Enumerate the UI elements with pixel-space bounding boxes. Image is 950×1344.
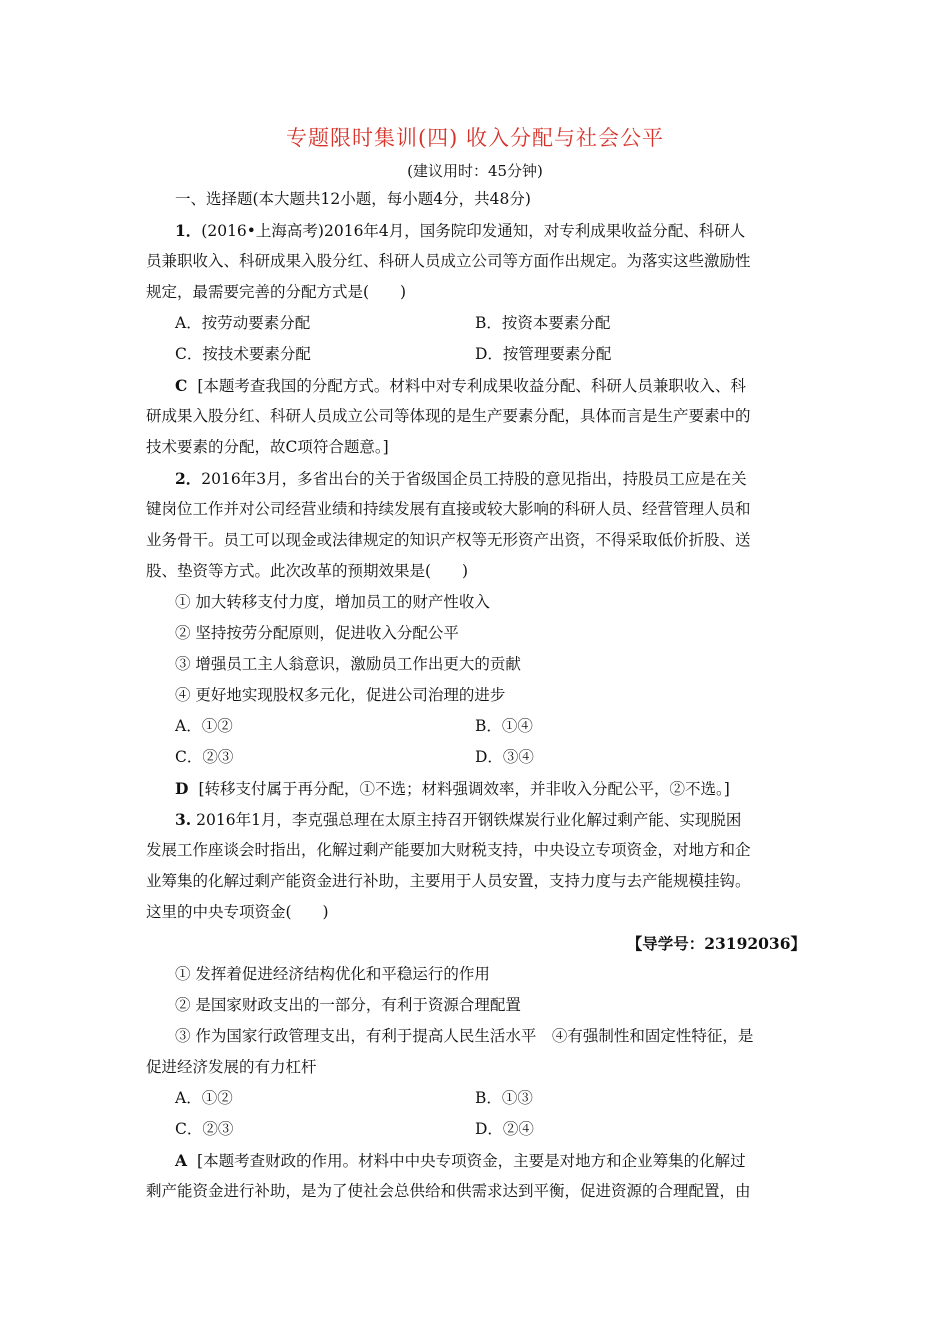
section-heading: 一、选择题(本大题共12小题，每小题4分，共48分)	[175, 190, 531, 208]
q3-explanation-text: [本题考查财政的作用。材料中中央专项资金，主要是对地方和企业筹集的化解过	[197, 1152, 746, 1170]
question-content	[146, 184, 806, 1207]
q3-statement-2: ② 是国家财政支出的一部分，有利于资源合理配置	[175, 996, 521, 1014]
q3-options	[146, 1083, 806, 1114]
q2-line: 股、垫资等方式。此次改革的预期效果是( )	[146, 562, 469, 580]
q2-number: 2．	[175, 469, 202, 488]
q1-option-d: D．按管理要素分配	[475, 345, 612, 363]
q1-explanation	[146, 370, 806, 401]
q3-statement-3-cont: 促进经济发展的有力杠杆	[146, 1058, 317, 1076]
q3-statement-3: ③ 作为国家行政管理支出，有利于提高人民生活水平 ④有强制性和固定性特征，是	[175, 1027, 754, 1045]
q2-line: 键岗位工作并对公司经营业绩和持续发展有直接或较大影响的科研人员、经营管理人员和	[146, 500, 751, 518]
q2-option-a: A．①②	[175, 717, 233, 735]
q3-explanation	[146, 1145, 806, 1176]
q2-option-c: C．②③	[175, 748, 234, 766]
q1-option-c: C．按技术要素分配	[175, 345, 311, 363]
q1-option-b: B．按资本要素分配	[475, 314, 611, 332]
q2-options	[146, 711, 806, 742]
q2-explanation-text: [转移支付属于再分配，①不选；材料强调效率，并非收入分配公平，②不选。]	[198, 780, 730, 798]
q1-options	[146, 308, 806, 339]
q3-option-d: D．②④	[475, 1120, 534, 1138]
q1-line: 规定，最需要完善的分配方式是( )	[146, 283, 407, 301]
q1-explanation-line: 研成果入股分红、科研人员成立公司等体现的是生产要素分配，具体而言是生产要素中的	[146, 407, 751, 425]
q2-answer: D	[175, 779, 189, 798]
q1-line: 员兼职收入、科研成果入股分红、科研人员成立公司等方面作出规定。为落实这些激励性	[146, 252, 751, 270]
q3-answer: A	[175, 1151, 188, 1170]
q3-explanation-line: 剩产能资金进行补助，是为了使社会总供给和供需求达到平衡，促进资源的合理配置，由	[146, 1182, 751, 1200]
q2-line	[146, 463, 806, 494]
q1-option-a: A．按劳动要素分配	[175, 314, 311, 332]
q3-line: 这里的中央专项资金( )	[146, 903, 329, 921]
q3-number: 3.	[175, 810, 192, 829]
page-title: 专题限时集训(四) 收入分配与社会公平	[285, 126, 665, 150]
time-note: (建议用时：45分钟)	[407, 162, 543, 180]
guide-number: 【导学号：23192036】	[626, 934, 806, 953]
q2-statement-4: ④ 更好地实现股权多元化，促进公司治理的进步	[175, 686, 506, 704]
q1-number: 1．	[175, 221, 202, 240]
q2-option-b: B．①④	[475, 717, 533, 735]
q1-text: (2016•上海高考)2016年4月，国务院印发通知，对专利成果收益分配、科研人	[201, 222, 746, 240]
q2-option-d: D．③④	[475, 748, 534, 766]
q2-explanation	[146, 773, 806, 804]
q1-explanation-line: 技术要素的分配，故C项符合题意。]	[146, 438, 389, 456]
q3-option-c: C．②③	[175, 1120, 234, 1138]
q2-line: 业务骨干。员工可以现金或法律规定的知识产权等无形资产出资，不得采取低价折股、送	[146, 531, 751, 549]
q1-options	[146, 339, 806, 370]
q3-option-b: B．①③	[475, 1089, 533, 1107]
q3-line: 发展工作座谈会时指出，化解过剩产能要加大财税支持，中央设立专项资金，对地方和企	[146, 841, 751, 859]
q1-explanation-text: [本题考查我国的分配方式。材料中对专利成果收益分配、科研人员兼职收入、科	[197, 377, 746, 395]
q1-answer: C	[175, 376, 188, 395]
q2-statement-3: ③ 增强员工主人翁意识，激励员工作出更大的贡献	[175, 655, 521, 673]
q3-line: 业筹集的化解过剩产能资金进行补助，主要用于人员安置，支持力度与去产能规模挂钩。	[146, 872, 751, 890]
q3-text: 2016年1月，李克强总理在太原主持召开钢铁煤炭行业化解过剩产能、实现脱困	[196, 811, 742, 829]
q2-statement-2: ② 坚持按劳分配原则，促进收入分配公平	[175, 624, 459, 642]
q1-line	[146, 215, 806, 246]
q3-statement-1: ① 发挥着促进经济结构优化和平稳运行的作用	[175, 965, 490, 983]
q3-option-a: A．①②	[175, 1089, 233, 1107]
q2-text: 2016年3月，多省出台的关于省级国企员工持股的意见指出，持股员工应是在关	[201, 470, 747, 488]
q3-options	[146, 1114, 806, 1145]
q2-statement-1: ① 加大转移支付力度，增加员工的财产性收入	[175, 593, 490, 611]
q2-options	[146, 742, 806, 773]
q3-line	[146, 804, 806, 835]
